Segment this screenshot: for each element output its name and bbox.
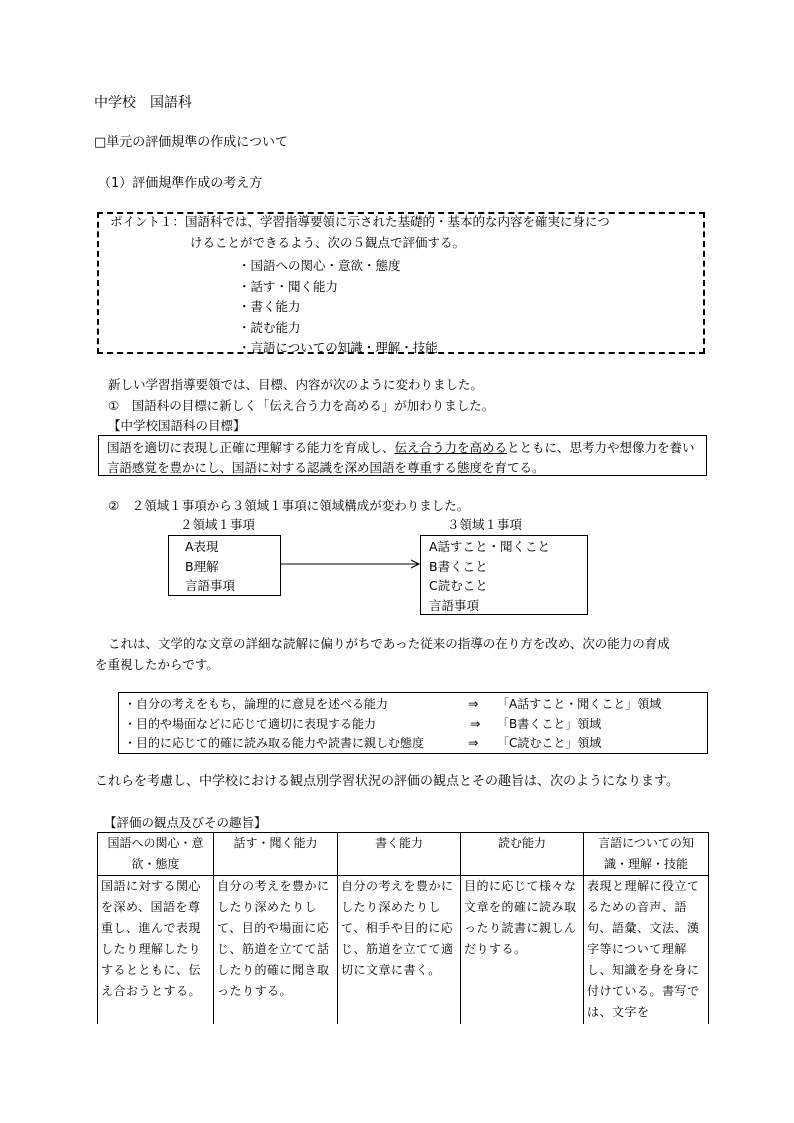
consider-text: これらを考慮し、中学校における観点別学習状況の評価の観点とその趣旨は、次のようになります。: [95, 774, 679, 789]
point-text-line2: けることができるよう、次の５観点で評価する。: [190, 235, 466, 250]
table-header-row: [98, 833, 709, 876]
list-item: 言語事項: [185, 578, 236, 593]
table-header: 書く能力: [338, 833, 461, 876]
goal-box: [98, 435, 707, 476]
table-row: [98, 876, 709, 1025]
ability-domain: 「B書くこと」領域: [497, 717, 602, 731]
old-structure-label: ２領域１事項: [180, 517, 256, 532]
arrow-right-icon: [281, 557, 421, 571]
table-cell: 表現と理解に役立てるための音声、語句、語彙、文法、漢字等について理解し、知識を身を身に付けている。書写では、文字を: [584, 876, 709, 1025]
ability-domain: 「C読むこと」領域: [497, 736, 602, 750]
ability-text: ・目的や場面などに応じて適切に表現する能力: [124, 717, 377, 731]
list-item: ・話す・聞く能力: [238, 278, 339, 294]
section-heading: □単元の評価規準の作成について: [94, 135, 289, 150]
table-cell: 自分の考えを豊かにしたり深めたりして、相手や目的に応じ、筋道を立てて適切に文章に書く。: [338, 876, 461, 1025]
reason-text-line2: を重視したからです。: [95, 657, 219, 672]
double-arrow-icon: ⇒: [470, 716, 481, 731]
list-item: B書くこと: [429, 558, 488, 574]
table-header: 言語についての知識・理解・技能: [584, 833, 709, 876]
list-item: 言語事項: [429, 597, 480, 613]
list-item: A話すこと・聞くこと: [429, 539, 551, 554]
new-structure-label: ３領域１事項: [447, 517, 523, 532]
table-cell: 目的に応じて様々な文章を的確に読み取ったり読書に親しんだりする。: [461, 876, 584, 1025]
table-cell: 国語に対する関心を深め、国語を尊重し、進んで表現したり理解したりするとともに、伝え合おうとする。: [98, 876, 214, 1025]
page-title: 中学校 国語科: [94, 95, 192, 111]
viewpoint-list: [238, 256, 438, 359]
list-item: ・言語についての知識・理解・技能: [238, 340, 438, 355]
new-structure-box: [420, 535, 588, 615]
list-item: B理解: [185, 558, 219, 574]
table-header: 国語への関心・意欲・態度: [98, 833, 214, 876]
ability-text: ・自分の考えをもち，論理的に意見を述べる能力: [124, 697, 389, 711]
change-item-1: ① 国語科の目標に新しく「伝え合う力を高める」が加わりました。: [108, 398, 495, 413]
goal-text-after: とともに、思考力や想像力を養い言語感覚を豊かにし、国語に対する認識を深め国語を尊重する態度を育てる。: [107, 440, 695, 475]
eval-table-label: 【評価の観点及びその趣旨】: [104, 815, 267, 830]
double-arrow-icon: ⇒: [468, 735, 479, 750]
ability-domain: 「A話すこと・聞くこと」領域: [497, 697, 662, 711]
goal-text-underlined: 伝え合う力を高める: [394, 440, 508, 455]
subsection-heading: （1）評価規準作成の考え方: [98, 176, 263, 191]
table-header: 話す・聞く能力: [214, 833, 338, 876]
intro-text: 新しい学習指導要領では、目標、内容が次のように変わりました。: [108, 377, 484, 392]
point-text-line1: ポイント１：国語科では、学習指導要領に示された基礎的・基本的な内容を確実に身につ: [110, 214, 610, 229]
goal-label: 【中学校国語科の目標】: [108, 418, 246, 433]
ability-text: ・目的に応じて的確に読み取る能力や読書に親しむ態度: [124, 736, 425, 750]
double-arrow-icon: ⇒: [468, 696, 479, 711]
list-item: ・読む能力: [238, 319, 301, 335]
list-item: ・国語への関心・意欲・態度: [238, 258, 401, 273]
table-cell: 自分の考えを豊かにしたり深めたりして、目的や場面に応じ、筋道を立てて話したり的確に聞き取ったりする。: [214, 876, 338, 1025]
eval-table: [97, 832, 709, 1024]
list-item: ・書く能力: [238, 299, 301, 314]
list-item: C読むこと: [429, 578, 488, 593]
list-item: A表現: [185, 539, 219, 554]
table-header: 読む能力: [461, 833, 584, 876]
goal-text-before: 国語を適切に表現し正確に理解する能力を育成し、: [107, 440, 395, 455]
old-structure-box: [168, 535, 281, 596]
change-item-2: ② ２領域１事項から３領域１事項に領域構成が変わりました。: [108, 498, 470, 513]
reason-text-line1: これは、文学的な文章の詳細な読解に偏りがちであった従来の指導の在り方を改め、次の能力の育成: [108, 636, 670, 651]
